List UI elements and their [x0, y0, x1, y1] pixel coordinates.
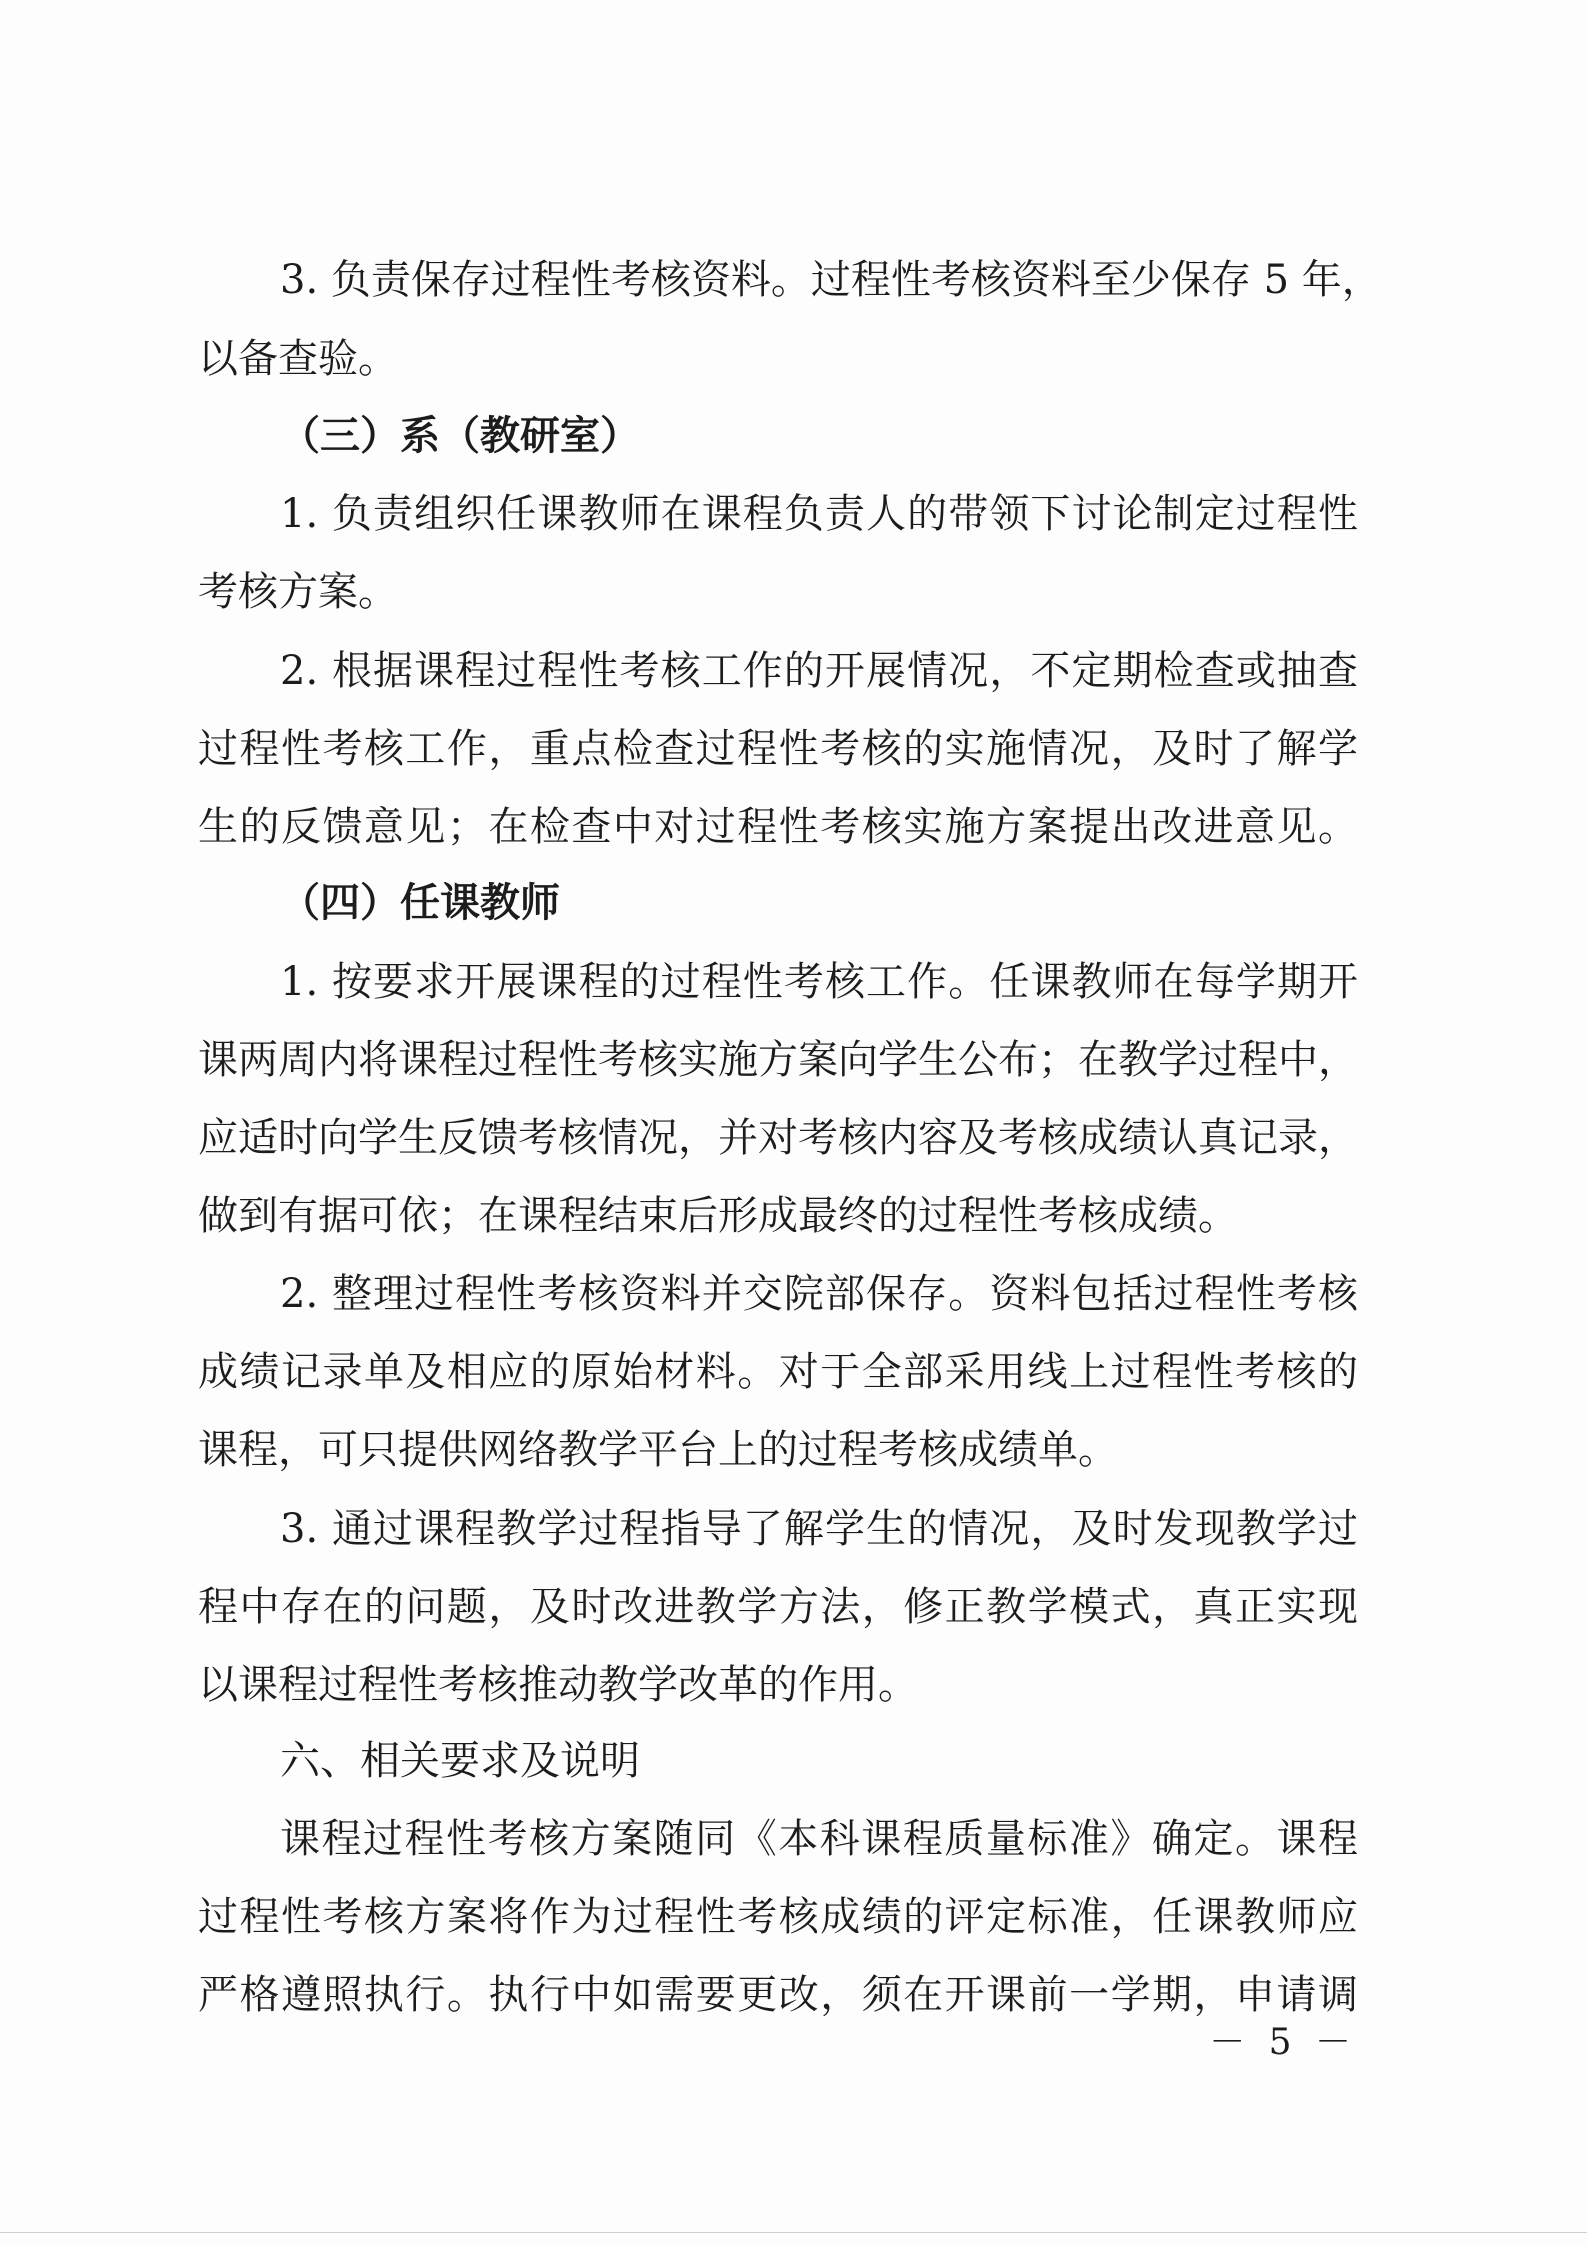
paragraph-line: 课程，可只提供网络教学平台上的过程考核成绩单。 [198, 1427, 1118, 1473]
section-heading: （四）任课教师 [280, 880, 560, 926]
paragraph-line: 1. 按要求开展课程的过程性考核工作。任课教师在每学期开 [280, 959, 1358, 1005]
paragraph-line: 以备查验。 [198, 336, 398, 382]
paragraph-line: 做到有据可依；在课程结束后形成最终的过程性考核成绩。 [198, 1193, 1238, 1239]
page-number: － 5 － [1209, 2022, 1357, 2063]
paragraph-line: 过程性考核方案将作为过程性考核成绩的评定标准，任课教师应 [198, 1894, 1358, 1940]
paragraph-line: 成绩记录单及相应的原始材料。对于全部采用线上过程性考核的 [198, 1349, 1358, 1395]
paragraph-line: 课两周内将课程过程性考核实施方案向学生公布；在教学过程中， [198, 1037, 1358, 1083]
section-heading: （三）系（教研室） [280, 413, 640, 459]
paragraph-line: 课程过程性考核方案随同《本科课程质量标准》确定。课程 [280, 1816, 1358, 1862]
paragraph-line: 3. 负责保存过程性考核资料。过程性考核资料至少保存 5 年， [280, 257, 1382, 303]
paragraph-line: 严格遵照执行。执行中如需要更改，须在开课前一学期，申请调 [198, 1972, 1358, 2018]
paragraph-line: 考核方案。 [198, 569, 398, 615]
paragraph-line: 2. 根据课程过程性考核工作的开展情况，不定期检查或抽查 [280, 648, 1358, 694]
scan-edge-divider [0, 2232, 1587, 2233]
paragraph-line: 以课程过程性考核推动教学改革的作用。 [198, 1662, 918, 1708]
paragraph-line: 1. 负责组织任课教师在课程负责人的带领下讨论制定过程性 [280, 491, 1358, 537]
paragraph-line: 2. 整理过程性考核资料并交院部保存。资料包括过程性考核 [280, 1271, 1358, 1317]
paragraph-line: 过程性考核工作，重点检查过程性考核的实施情况，及时了解学 [198, 726, 1358, 772]
paragraph-line: 3. 通过课程教学过程指导了解学生的情况，及时发现教学过 [280, 1506, 1358, 1552]
paragraph-line: 生的反馈意见；在检查中对过程性考核实施方案提出改进意见。 [198, 804, 1358, 850]
paragraph-line: 应适时向学生反馈考核情况，并对考核内容及考核成绩认真记录， [198, 1115, 1358, 1161]
paragraph-line: 程中存在的问题，及时改进教学方法，修正教学模式，真正实现 [198, 1584, 1358, 1630]
section-heading: 六、相关要求及说明 [280, 1738, 640, 1784]
